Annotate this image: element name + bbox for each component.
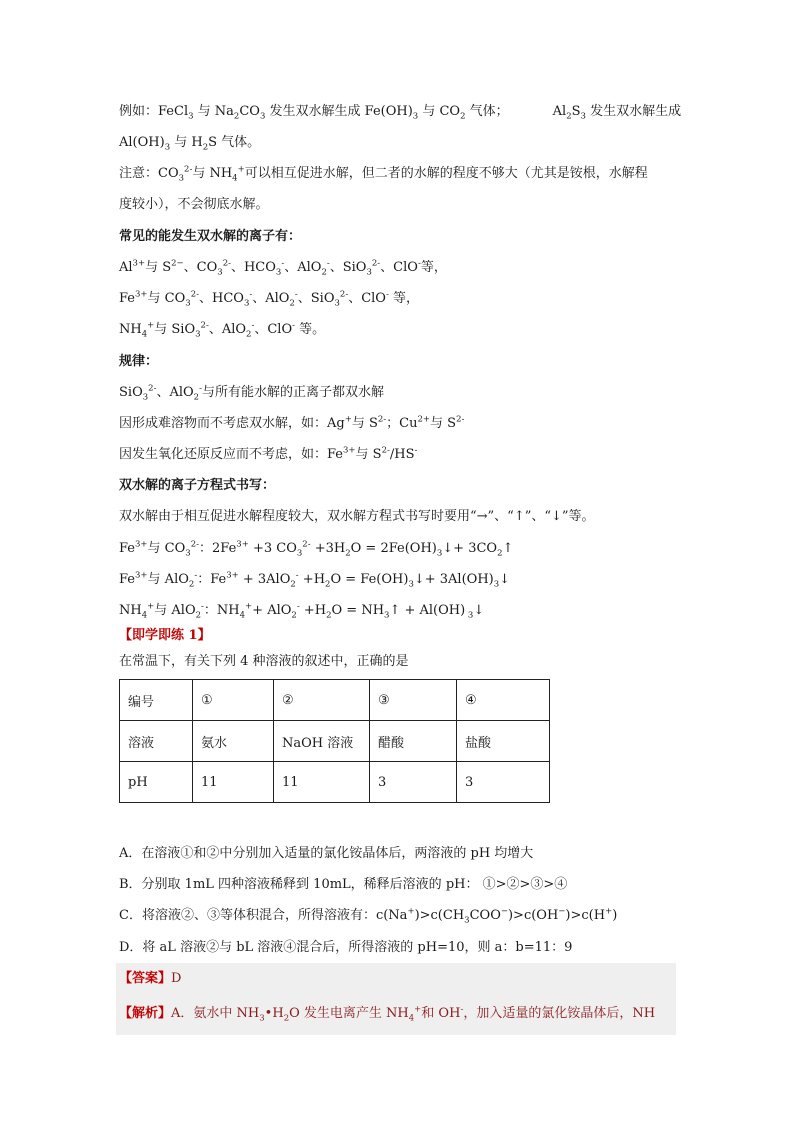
table-cell: 编号 <box>120 680 193 721</box>
table-row <box>120 721 550 762</box>
paragraph-example-line1: 例如：FeCl$_3$ 与 $Na_2CO_3$ 发生双水解生成 $Fe(OH)_3$ 与 $CO_2$ 气体； $Al_2S_3$ 发生双水解生成 <box>119 104 682 122</box>
table-cell: 11 <box>274 762 370 803</box>
question-text: 在常温下，有关下列 4 种溶液的叙述中，正确的是 <box>119 654 409 669</box>
heading-equations: 双水解的离子方程式书写： <box>119 478 276 493</box>
table-row <box>120 680 550 721</box>
table-cell: ① <box>193 680 274 721</box>
table-cell: 11 <box>193 762 274 803</box>
table-cell: 氨水 <box>193 721 274 762</box>
answer-label: 【答案】 <box>119 971 172 986</box>
table-cell: 溶液 <box>120 721 193 762</box>
rule-line3: 因发生氧化还原反应而不考虑，如：$Fe^{3+}$与 $S^{2-}/HS^-$ <box>119 445 418 462</box>
table-cell: pH <box>120 762 193 803</box>
equation-fe-alo2: $Fe^{3+}$与 AlO$_2$-：$Fe^{3+} + 3AlO_2^- +H_2O$ = $Fe(OH)_3↓+$ $3Al(OH)_3↓$ <box>119 570 511 590</box>
rule-line1: SiO$_3^{2-}$、AlO$_2$-与所有能水解的正离子都双水解 <box>119 383 384 403</box>
option-c: C．将溶液②、③等体积混合，所得溶液有：$c(Na^+)>c(CH_3COO^-)>c(OH^-)>c(H^+)$ <box>119 906 618 926</box>
table-cell: 醋酸 <box>370 721 457 762</box>
analysis-line: 【解析】A．氨水中 $NH_3•H_2O$ 发生电离产生 $NH_4^+$和 OH-，加入适量的氯化铵晶体后，NH <box>119 1004 656 1024</box>
table-cell: ② <box>274 680 370 721</box>
ions-fe-line: $Fe^{3+}$与 $CO_3^{2-}$、$HCO_3^-$、AlO$_2$-、SiO$_3^{2-}$、ClO- 等， <box>119 289 419 309</box>
paragraph-example-line2: $Al(OH)_3$ 与 $H_2S$ 气体。 <box>119 135 261 153</box>
table-cell: 3 <box>370 762 457 803</box>
answer-line <box>119 970 181 988</box>
rule-line2: 因形成难溶物而不考虑双水解，如：Ag+与 $S^{2-}$；$Cu^{2+}$与 $S^{2-}$ <box>119 414 465 431</box>
option-a: A．在溶液①和②中分别加入适量的氯化铵晶体后，两溶液的 pH 均增大 <box>119 846 534 861</box>
equations-intro: 双水解由于相互促进水解程度较大，双水解方程式书写时要用“→”、“↑”、“↓”等。 <box>119 509 595 524</box>
practice-title: 【即学即练 1】 <box>119 628 211 643</box>
heading-common-ions: 常见的能发生双水解的离子有： <box>119 229 302 244</box>
equation-fe-co3: $Fe^{3+}$与 $CO_3^{2-}$：$2Fe^{3+} +3$ $CO_3^{2-} +3H_2O$ = $2Fe(OH)_3↓+$ $3CO_2↑$ <box>119 539 514 559</box>
note-line1: 注意：$CO_3^{2-}$与 $NH_4^+$可以相互促进水解，但二者的水解的程度不够大（尤其是铵根，水解程 <box>119 164 648 184</box>
note-line2: 度较小），不会彻底水解。 <box>119 197 269 212</box>
equation-nh4-alo2: $NH_4^+$与 AlO$_2$-：$NH_4^++ AlO_2^- +H_2O$ = $NH_3↑ + Al(OH)$ $_3$↓ <box>119 601 485 621</box>
table-cell: ④ <box>457 680 550 721</box>
table-cell: ③ <box>370 680 457 721</box>
table-cell: 盐酸 <box>457 721 550 762</box>
ions-al-line: $Al^{3+}$与 $S^{2-}$、$CO_3^{2-}$、$HCO_3^-$、AlO$_2$-、SiO$_3^{2-}$、ClO-等， <box>119 258 447 278</box>
table-cell: NaOH 溶液 <box>274 721 370 762</box>
option-b: B．分别取 1mL 四种溶液稀释到 10mL，稀释后溶液的 pH： ①>②>③>④ <box>119 877 568 892</box>
answer-box <box>116 963 676 1035</box>
table-row <box>120 762 550 803</box>
ions-nh4-line: $NH_4^+$与 SiO$_3^{2-}$、AlO$_2$-、ClO- 等。 <box>119 320 326 340</box>
answer-value: D <box>171 971 182 986</box>
table-cell: 3 <box>457 762 550 803</box>
solution-table <box>119 679 550 803</box>
heading-rule: 规律： <box>119 354 159 369</box>
analysis-label: 【解析】 <box>119 1006 172 1021</box>
option-d: D．将 aL 溶液②与 bL 溶液④混合后，所得溶液的 pH=10，则 a：b=11：9 <box>119 940 573 955</box>
